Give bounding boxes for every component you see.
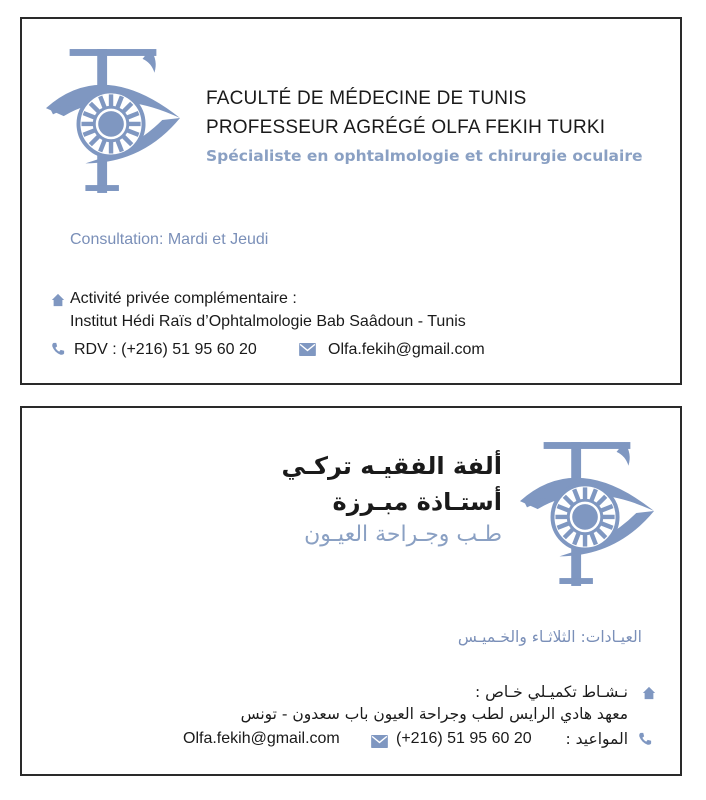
mail-icon	[371, 735, 388, 748]
activity-place: Institut Hédi Raïs d’Ophtalmologie Bab Saâdoun - Tunis	[70, 313, 466, 330]
professor-name: PROFESSEUR AGRÉGÉ OLFA FEKIH TURKI	[206, 117, 606, 138]
arabic-consultation: العيـادات: الثلاثـاء والخـميـس	[457, 628, 642, 646]
arabic-rdv-label: المواعيد :	[565, 730, 628, 748]
arabic-activity-label: نـشـاط تكميـلي خـاص :	[475, 683, 628, 701]
arabic-specialty: طـب وجـراحة العيـون	[304, 522, 502, 547]
phone-number: (+216) 51 95 60 20	[396, 730, 532, 747]
eye-f-logo-icon	[518, 440, 656, 588]
consultation-days: Consultation: Mardi et Jeudi	[70, 231, 269, 248]
specialty: Spécialiste en ophtalmologie et chirurgie oculaire	[206, 147, 643, 165]
home-icon	[642, 686, 656, 700]
rdv-phone: RDV : (+216) 51 95 60 20	[74, 341, 257, 358]
home-icon	[51, 293, 65, 307]
faculty-name: FACULTÉ DE MÉDECINE DE TUNIS	[206, 88, 527, 109]
phone-icon	[638, 732, 652, 746]
email[interactable]: Olfa.fekih@gmail.com	[183, 730, 340, 747]
arabic-name: ألفة الفقيـه تركـي	[281, 452, 502, 480]
activity-label: Activité privée complémentaire :	[70, 290, 297, 307]
eye-f-logo-icon	[44, 47, 182, 195]
arabic-title: أستـاذة مبـرزة	[332, 488, 502, 516]
phone-icon	[51, 342, 65, 356]
business-card-front	[20, 17, 682, 385]
business-card-back	[20, 406, 682, 776]
mail-icon	[299, 343, 316, 356]
email[interactable]: Olfa.fekih@gmail.com	[328, 341, 485, 358]
arabic-activity-place: معهد هادي الرايس لطب وجراحة العيون باب سعدون - تونس	[240, 705, 628, 723]
